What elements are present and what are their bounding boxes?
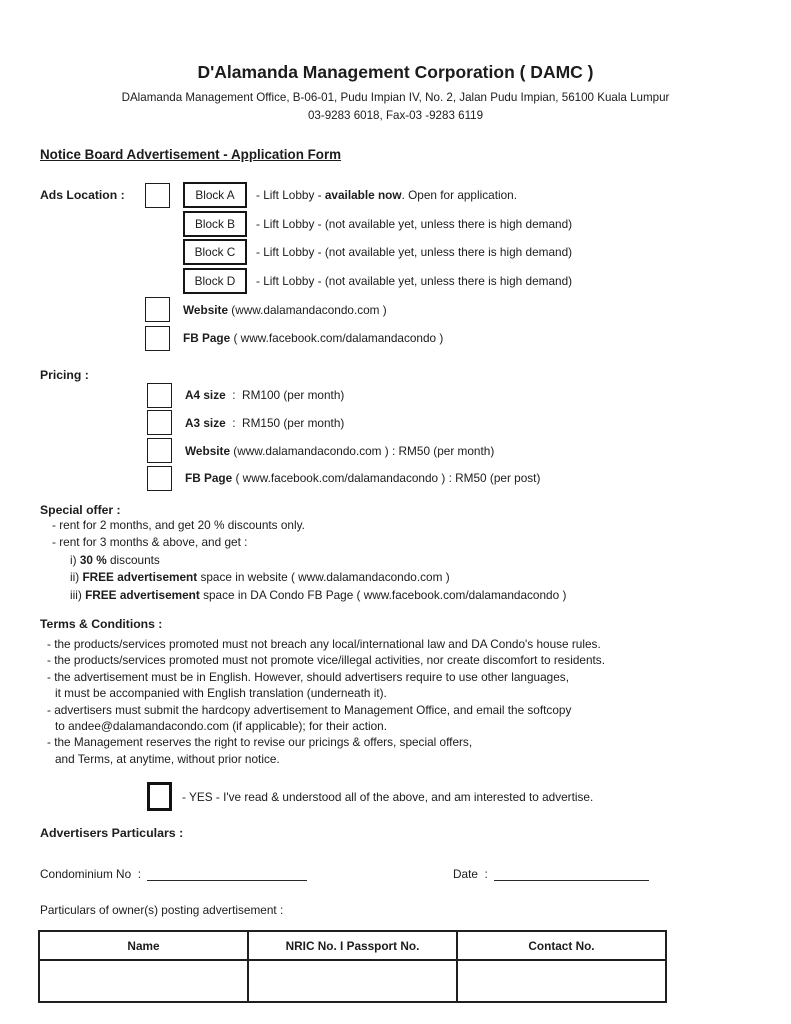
terms-label: Terms & Conditions : — [40, 616, 163, 631]
date-field[interactable] — [494, 868, 649, 881]
text-fragment: : RM150 (per month) — [225, 415, 345, 430]
text-fragment: - Lift Lobby - (not available yet, unless there is high demand) — [256, 245, 573, 260]
terms-line-5: - advertisers must submit the hardcopy advertisement to Management Office, and email the softcopy — [47, 702, 572, 717]
pricing-row-fb-page — [40, 464, 751, 492]
text-fragment: ( www.facebook.com/dalamandacondo ) : RM50 (per post) — [232, 471, 541, 486]
offer-line-2: - rent for 3 months & above, and get : — [52, 535, 248, 550]
block-a-desc — [256, 188, 517, 202]
terms-line-2: - the products/services promoted must not promote vice/illegal activities, nor create discomfort to residents. — [47, 653, 605, 668]
block-a-box — [183, 182, 247, 208]
office-address: DAlamanda Management Office, B-06-01, Pudu Impian IV, No. 2, Jalan Pudu Impian, 56100 Kuala Lumpur — [121, 91, 670, 104]
owners-table-caption: Particulars of owner(s) posting advertisement : — [40, 903, 284, 918]
ads-row-block-b — [40, 210, 751, 239]
checkbox-fb-page-pricing[interactable] — [147, 466, 172, 491]
column-header-nric-passport: NRIC No. I Passport No. — [248, 931, 457, 960]
text-fragment-bold: available now — [324, 188, 402, 203]
condo-date-row — [40, 867, 751, 881]
ads-location-section — [40, 181, 751, 353]
advertisers-particulars-label: Advertisers Particulars : — [40, 826, 184, 841]
terms-line-4: it must be accompanied with English translation (underneath it). — [55, 686, 387, 701]
pricing-row-a4 — [40, 382, 751, 410]
owners-table-header-row — [39, 931, 666, 960]
text-fragment: - Lift Lobby - (not available yet, unless there is high demand) — [256, 274, 573, 289]
checkbox-fb-page-location[interactable] — [145, 326, 170, 351]
block-b-desc — [256, 217, 572, 231]
ads-location-label: Ads Location : — [40, 188, 125, 203]
column-header-contact: Contact No. — [457, 931, 666, 960]
block-d-box-label: Block D — [194, 274, 236, 289]
block-a-box-label: Block A — [195, 188, 235, 203]
checkbox-a3-size[interactable] — [147, 410, 172, 435]
offer-item-ii — [70, 569, 751, 586]
text-fragment: ( www.facebook.com/dalamandacondo ) — [230, 331, 444, 346]
consent-text: - YES - I've read & understood all of the above, and am interested to advertise. — [182, 789, 594, 804]
website-price-text — [185, 444, 494, 458]
pricing-label: Pricing : — [40, 367, 89, 382]
condominium-no-label: Condominium No : — [40, 867, 141, 882]
terms-section — [40, 617, 751, 767]
text-fragment: . Open for application. — [401, 188, 517, 203]
text-fragment: ii) — [70, 570, 83, 585]
terms-line-3: - the advertisement must be in English. However, should advertisers require to use other languages, — [47, 669, 569, 684]
ads-row-website — [40, 295, 751, 324]
ads-row-block-d — [40, 267, 751, 296]
block-d-desc — [256, 274, 572, 288]
ads-row-fb-page — [40, 324, 751, 353]
text-fragment-bold: FREE advertisement — [82, 570, 198, 585]
date-label: Date : — [452, 867, 488, 882]
a3-price-text — [185, 416, 344, 430]
checkbox-a4-size[interactable] — [147, 383, 172, 408]
special-offer-section — [40, 503, 751, 604]
text-fragment-bold: FB Page — [185, 471, 233, 486]
checkbox-website-location[interactable] — [145, 297, 170, 322]
date-group — [453, 867, 649, 881]
text-fragment: - Lift Lobby - — [256, 188, 325, 203]
block-b-box — [183, 211, 247, 237]
block-d-box — [183, 268, 247, 294]
terms-line-1: - the products/services promoted must not breach any local/international law and DA Condo's house rules. — [47, 636, 601, 651]
column-header-name: Name — [39, 931, 248, 960]
block-b-box-label: Block B — [195, 216, 235, 231]
text-fragment: : RM100 (per month) — [225, 388, 345, 403]
block-c-desc — [256, 245, 572, 259]
fb-page-location-text — [183, 331, 443, 345]
text-fragment-bold: A3 size — [185, 415, 226, 430]
text-fragment-bold: FB Page — [183, 331, 231, 346]
offer-item-i — [70, 552, 751, 569]
text-fragment-bold: A4 size — [185, 388, 226, 403]
text-fragment: i) — [70, 552, 80, 567]
owners-table-row — [39, 960, 666, 1002]
block-c-box-label: Block C — [194, 245, 236, 260]
terms-line-6: to andee@dalamandacondo.com (if applicable); for their action. — [55, 719, 387, 733]
special-offer-label: Special offer : — [40, 502, 121, 517]
terms-line-7: - the Management reserves the right to revise our pricings & offers, special offers, — [47, 735, 473, 750]
terms-lines — [40, 636, 751, 767]
text-fragment-bold: 30 % — [79, 552, 107, 567]
text-fragment: discounts — [106, 552, 160, 567]
office-phone: 03-9283 6018, Fax-03 -9283 6119 — [307, 109, 484, 122]
text-fragment: space in DA Condo FB Page ( www.facebook.com/dalamandacondo ) — [199, 587, 567, 602]
terms-line-8: and Terms, at anytime, without prior notice. — [55, 751, 280, 766]
checkbox-block-a[interactable] — [145, 183, 170, 208]
offer-line-1: - rent for 2 months, and get 20 % discounts only. — [52, 517, 305, 532]
website-location-text — [183, 303, 387, 317]
offer-item-iii — [70, 587, 751, 604]
text-fragment: iii) — [70, 587, 86, 602]
form-title: Notice Board Advertisement - Application Form — [40, 147, 342, 162]
nric-passport-cell[interactable] — [248, 960, 457, 1002]
text-fragment: space in website ( www.dalamandacondo.com ) — [197, 570, 450, 585]
a4-price-text — [185, 388, 344, 402]
pricing-row-a3 — [40, 409, 751, 437]
text-fragment-bold: Website — [185, 443, 231, 458]
text-fragment: (www.dalamandacondo.com ) — [228, 302, 387, 317]
consent-row — [40, 782, 751, 811]
text-fragment-bold: FREE advertisement — [85, 587, 200, 602]
owners-table — [38, 930, 667, 1003]
ads-row-block-c — [40, 238, 751, 267]
fb-page-price-text — [185, 471, 540, 485]
name-cell[interactable] — [39, 960, 248, 1002]
block-c-box — [183, 239, 247, 265]
ads-row-block-a — [40, 181, 751, 210]
contact-cell[interactable] — [457, 960, 666, 1002]
text-fragment-bold: Website — [183, 302, 229, 317]
pricing-row-website — [40, 437, 751, 465]
checkbox-yes-consent[interactable] — [147, 782, 172, 811]
text-fragment: (www.dalamandacondo.com ) : RM50 (per month) — [230, 443, 495, 458]
pricing-section — [40, 368, 751, 492]
text-fragment: - Lift Lobby - (not available yet, unless there is high demand) — [256, 216, 573, 231]
checkbox-website-pricing[interactable] — [147, 438, 172, 463]
condominium-no-field[interactable] — [147, 868, 307, 881]
page-title: D'Alamanda Management Corporation ( DAMC ) — [197, 62, 594, 82]
